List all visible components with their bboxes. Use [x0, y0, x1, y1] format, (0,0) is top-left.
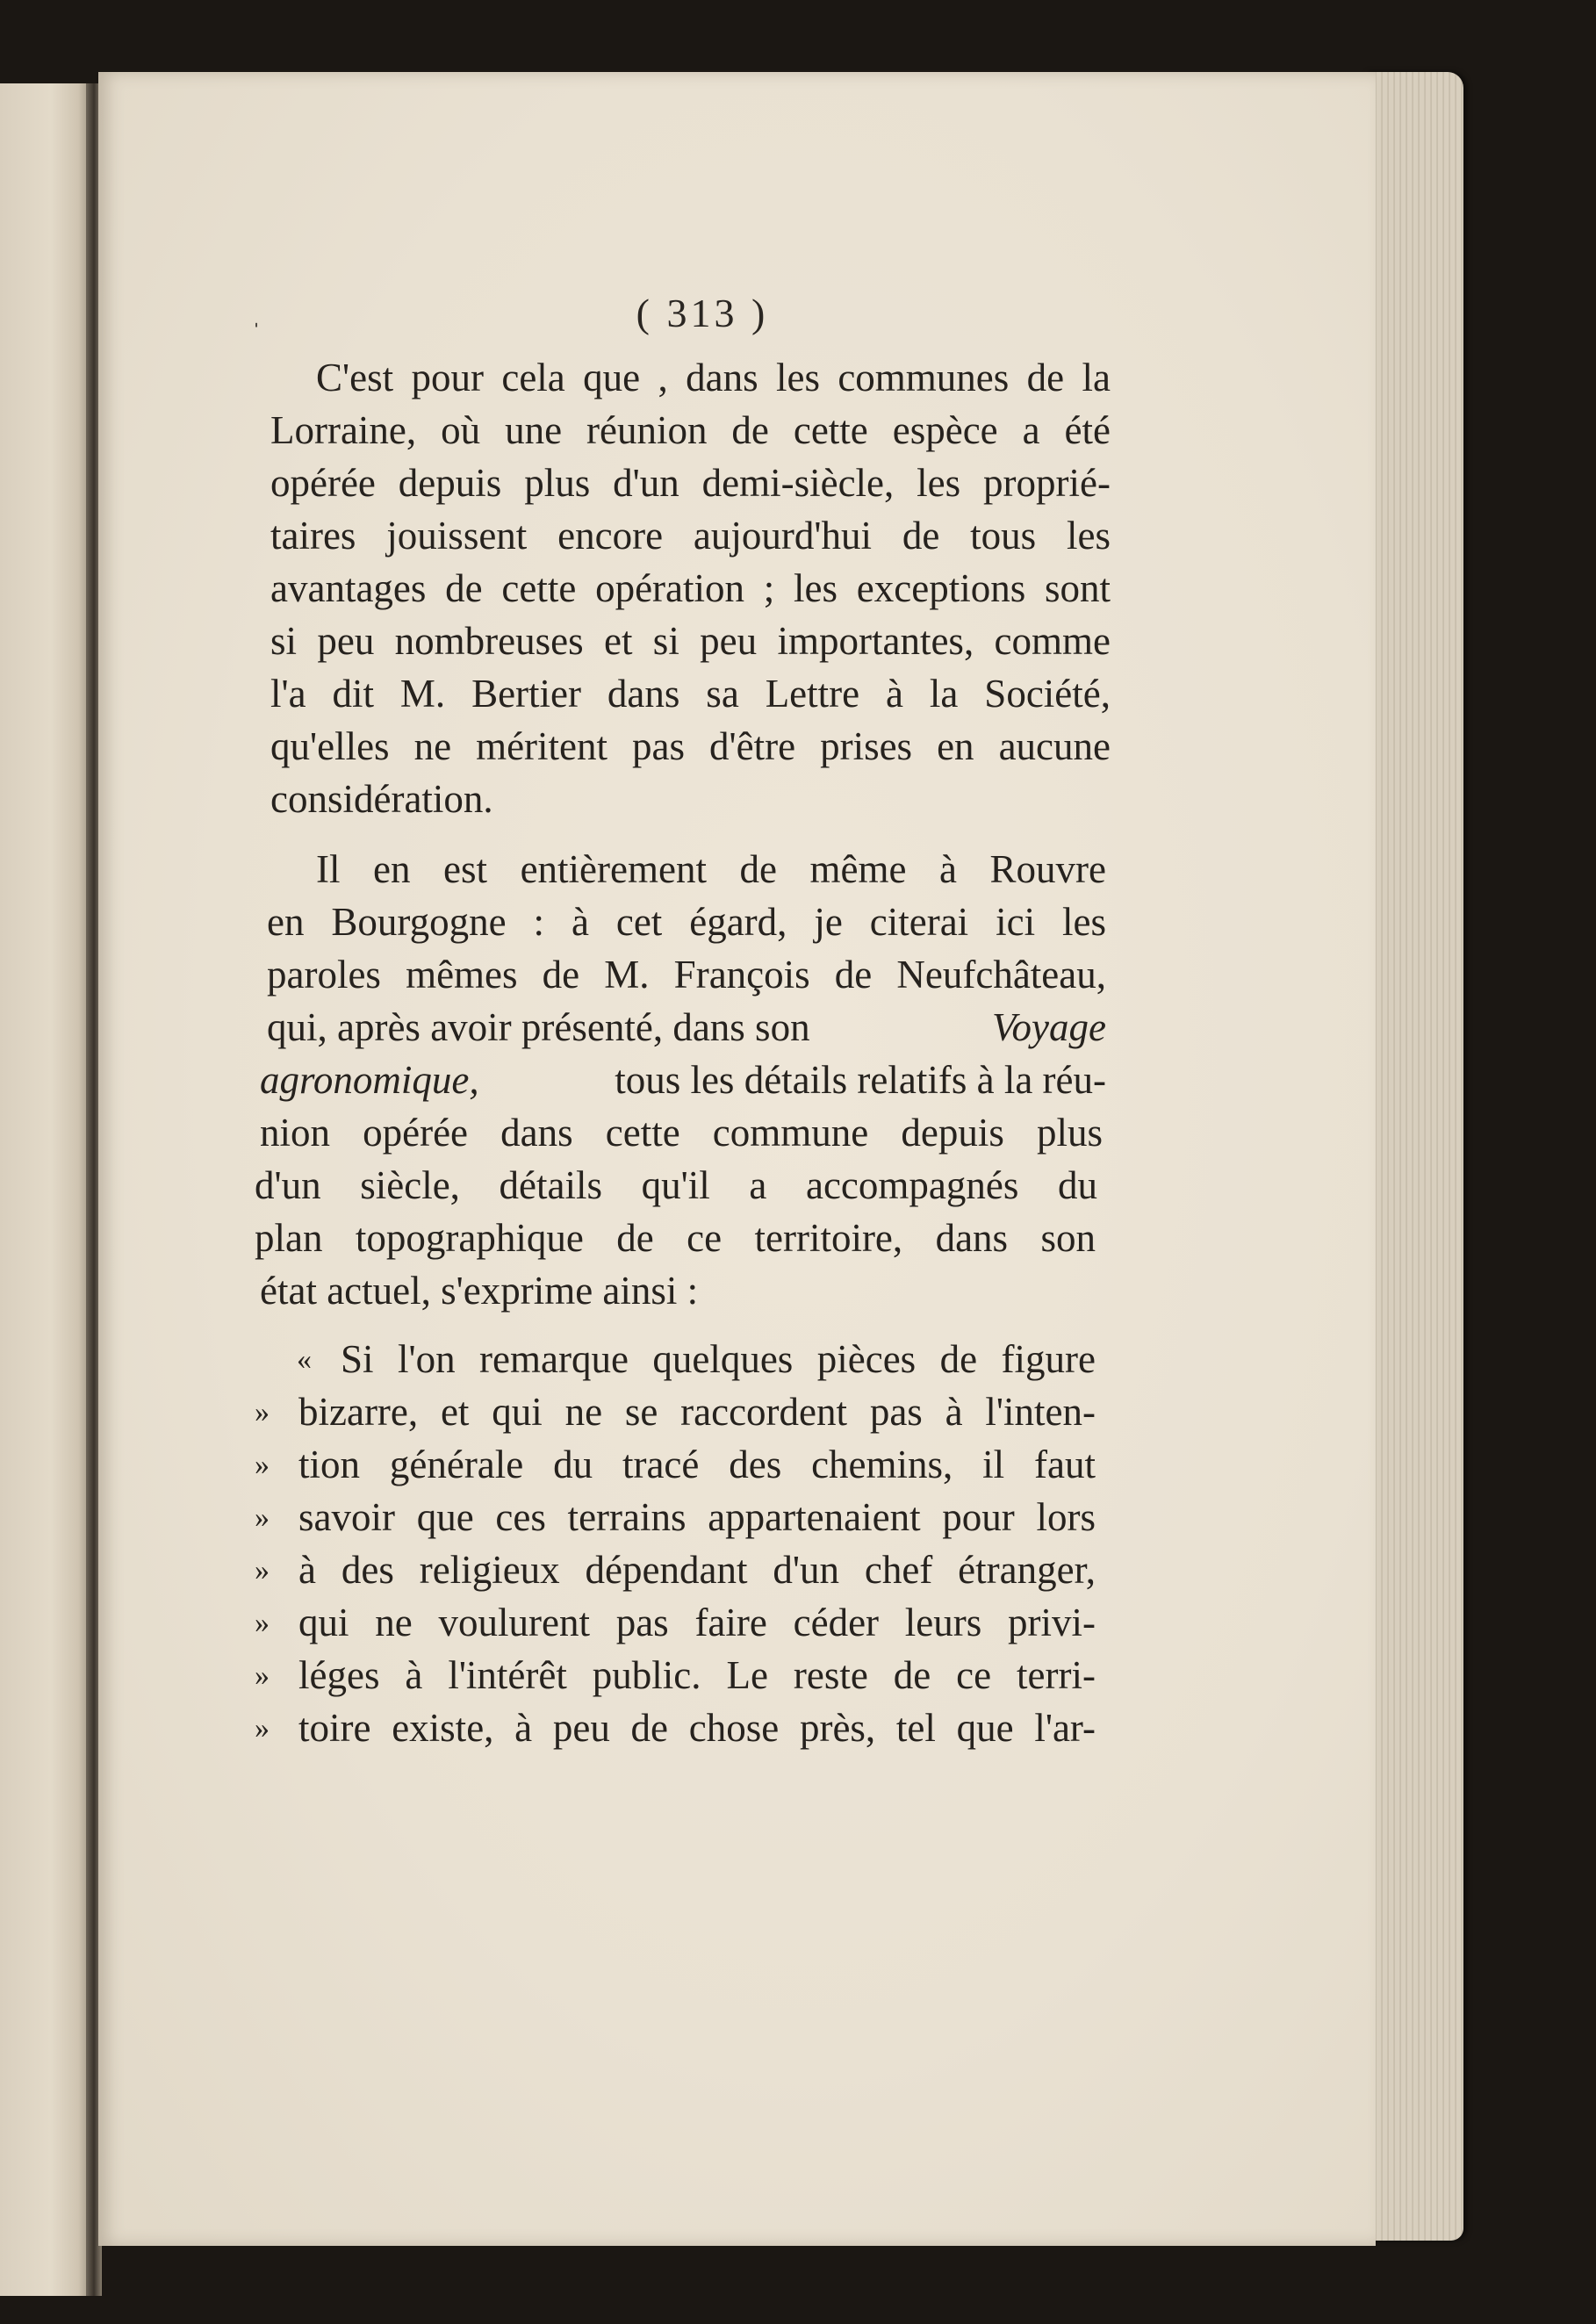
- page-edges: [1365, 72, 1463, 2241]
- quote-line-1: Si l'on remarque quelques pièces de figure: [341, 1337, 1096, 1381]
- p2-line-4: [267, 1003, 1106, 1052]
- p1-line-6: si peu nombreuses et si peu importantes, comme: [270, 619, 1111, 663]
- quote-cont-mark-6: »: [255, 1659, 270, 1692]
- quote-line-8: toire existe, à peu de chose près, tel que l'ar-: [298, 1706, 1096, 1750]
- p2-line-8: plan topographique de ce territoire, dans son: [255, 1216, 1096, 1260]
- quote-cont-mark-2: »: [255, 1449, 270, 1481]
- p1-line-3: opérée depuis plus d'un demi-siècle, les proprié-: [270, 461, 1111, 505]
- p1-line-1: C'est pour cela que , dans les communes de la: [316, 356, 1111, 399]
- quote-line-2: bizarre, et qui ne se raccordent pas à l'inten-: [298, 1390, 1096, 1434]
- quote-line-7: léges à l'intérêt public. Le reste de ce terri-: [298, 1653, 1096, 1697]
- quote-line-6: qui ne voulurent pas faire céder leurs privi-: [298, 1601, 1096, 1644]
- quote-line-4: savoir que ces terrains appartenaient pour lors: [298, 1495, 1096, 1539]
- p2-line-7: d'un siècle, détails qu'il a accompagnés du: [255, 1163, 1097, 1207]
- page-number: ( 313 ): [636, 291, 769, 335]
- quote-cont-mark-4: »: [255, 1554, 270, 1587]
- left-page-edge: [0, 83, 92, 2296]
- stray-mark: ˌ: [252, 299, 261, 327]
- p2-line-5-text: tous les détails relatifs à la réu-: [615, 1058, 1106, 1102]
- p2-line-2: en Bourgogne : à cet égard, je citerai ici les: [267, 900, 1106, 944]
- p1-line-4: taires jouissent encore aujourd'hui de tous les: [270, 514, 1111, 558]
- p2-line-4-text: qui, après avoir présenté, dans son: [267, 1005, 810, 1049]
- p1-line-8: qu'elles ne méritent pas d'être prises en aucune: [270, 724, 1111, 768]
- quote-cont-mark-5: »: [255, 1607, 270, 1639]
- quote-open-mark: «: [297, 1343, 312, 1376]
- p1-line-7: l'a dit M. Bertier dans sa Lettre à la Société,: [270, 672, 1111, 716]
- quote-line-5: à des religieux dépendant d'un chef étranger,: [298, 1548, 1096, 1592]
- p1-line-5: avantages de cette opération ; les exceptions sont: [270, 566, 1111, 610]
- p2-line-3: paroles mêmes de M. François de Neufchâteau,: [267, 953, 1106, 997]
- quote-cont-mark-3: »: [255, 1501, 270, 1534]
- quote-line-3: tion générale du tracé des chemins, il faut: [298, 1443, 1096, 1486]
- p2-line-5: [260, 1055, 1106, 1104]
- p2-line-6: nion opérée dans cette commune depuis plus: [260, 1111, 1103, 1155]
- quote-cont-mark-7: »: [255, 1712, 270, 1745]
- p1-line-2: Lorraine, où une réunion de cette espèce a été: [270, 408, 1111, 452]
- italic-agronomique: agronomique,: [260, 1058, 479, 1102]
- p2-line-1: Il en est entièrement de même à Rouvre: [316, 847, 1106, 891]
- p2-line-9: état actuel, s'exprime ainsi :: [260, 1269, 699, 1313]
- p1-line-9: considération.: [270, 777, 493, 821]
- italic-voyage: Voyage: [992, 1005, 1106, 1049]
- quote-cont-mark-1: »: [255, 1396, 270, 1428]
